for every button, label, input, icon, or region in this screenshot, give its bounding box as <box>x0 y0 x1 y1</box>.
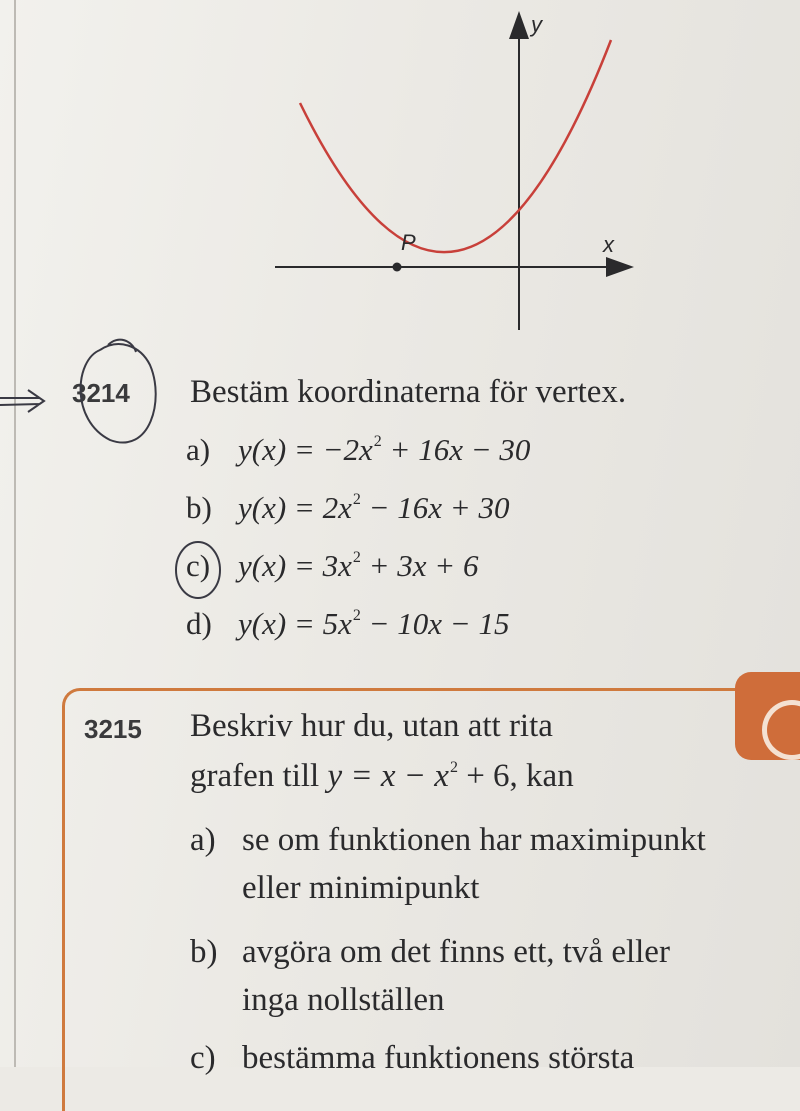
handwritten-circle-3214 <box>81 340 156 443</box>
point-p-label: P <box>401 230 416 255</box>
problem-3215-line1: Beskriv hur du, utan att rita <box>190 708 553 744</box>
problem-3215-option-b: b) avgöra om det finns ett, två eller <box>190 934 670 970</box>
handwritten-arrow <box>0 390 44 412</box>
handwritten-circle-c <box>176 542 220 598</box>
problem-3215-option-a-cont: eller minimipunkt <box>242 870 480 906</box>
problem-number-3215: 3215 <box>84 714 142 744</box>
problem-3215-line2: grafen till $y = x - x^2 + 6$, kan <box>190 758 574 794</box>
problem-3214-question: Bestäm koordinaterna för vertex. <box>190 374 627 410</box>
problem-3214-item-b: b) $y(x) = 2x^2 - 16x + 30$ <box>186 490 510 525</box>
problem-3214-item-c: c) $y(x) = 3x^2 + 3x + 6$ <box>186 548 479 583</box>
problem-3214-item-a: a) $y(x) = -2x^2 + 16x - 30$ <box>186 432 531 467</box>
problem-number-3214: 3214 <box>72 378 130 408</box>
y-axis-label: y <box>531 12 542 37</box>
problem-3215-option-c: c) bestämma funktionens största <box>190 1040 635 1076</box>
problem-3214-item-d: d) $y(x) = 5x^2 - 10x - 15$ <box>186 606 510 641</box>
x-axis-label: x <box>603 232 614 257</box>
problem-3215-option-a: a) se om funktionen har maximipunkt <box>190 822 706 858</box>
problem-3215-option-b-cont: inga nollställen <box>242 982 445 1018</box>
